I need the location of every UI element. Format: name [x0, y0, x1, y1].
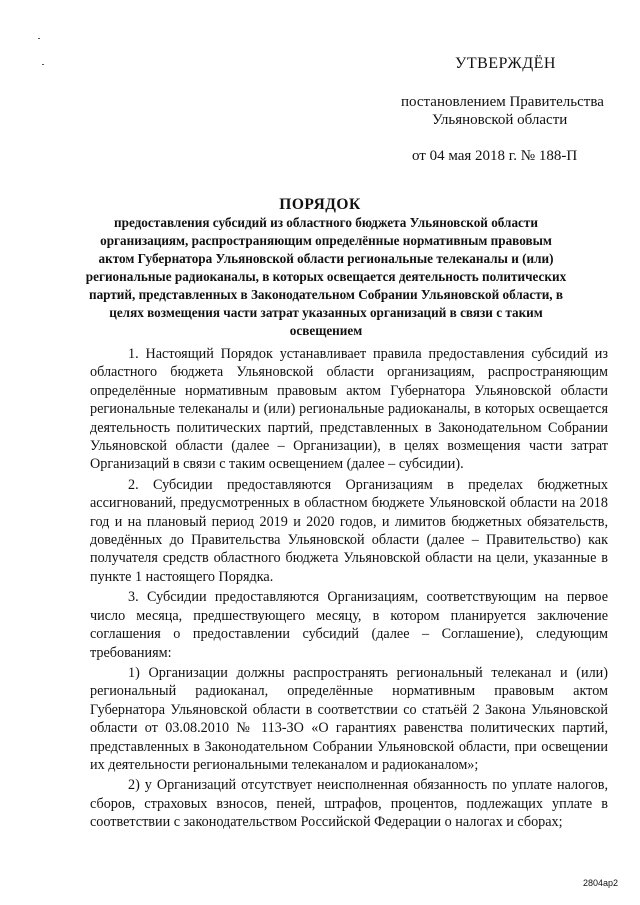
approval-stamp: УТВЕРЖДЁН: [455, 55, 556, 72]
scan-mark: [42, 64, 44, 65]
paragraph-2: 2. Субсидии предоставляются Организациям в пределах бюджетных ассигнований, предусмотренных в областном бюджете Ульяновской области на 2018 год и на плановый период 2019 и 2020 годов, и лимитов бюджетных обязательств, доведённых до Правительства Ульяновской области (далее – Правительство) как получателя средств областного бюджета Ульяновской области на цели, указанные в пункте 1 настоящего Порядка.: [90, 476, 608, 585]
paragraph-3: 3. Субсидии предоставляются Организациям, соответствующим на первое число месяца, предшествующего месяцу, в котором планируется заключение соглашения о предоставлении субсидий (далее – Соглашение), следующим требованиям:: [90, 589, 608, 661]
approval-line-1: постановлением Правительства: [401, 94, 604, 110]
document-body: [90, 345, 608, 834]
document-title: ПОРЯДОК: [279, 196, 361, 213]
subparagraph-2: 2) у Организаций отсутствует неисполненная обязанность по уплате налогов, сборов, страховых взносов, пеней, штрафов, процентов, подлежащих уплате в соответствии с законодательством Российской Федерации о налогах и сборах;: [90, 777, 608, 831]
paragraph-1: 1. Настоящий Порядок устанавливает правила предоставления субсидий из областного бюджета Ульяновской области организациям, распространяющим определённые нормативным правовым актом Губернатора Ульяновской области региональные телеканалы и (или) региональные радиоканалы, в которых освещается деятельность политических партий, представленных в Законодательном Собрании Ульяновской области (далее – Организации), в целях возмещения части затрат Организаций в связи с таким освещением (далее – субсидии).: [90, 346, 608, 473]
approval-date: от 04 мая 2018 г. № 188-П: [412, 148, 578, 164]
page-code: 2804ар2: [582, 878, 618, 888]
approval-line-2: Ульяновской области: [432, 112, 568, 128]
document-subtitle: предоставления субсидий из областного бюджета Ульяновской области организациям, распространяющим определённые нормативным правовым актом Губернатора Ульяновской области региональные телеканалы и (или) региональные радиоканалы, в которых освещается деятельность политических партий, представленных в Законодательном Собрании Ульяновской области, в целях возмещения части затрат указанных организаций в связи с таким освещением: [85, 215, 567, 338]
scan-mark: [38, 38, 40, 39]
subparagraph-1: 1) Организации должны распространять региональный телеканал и (или) региональный радиоканал, определённые нормативным правовым актом Губернатора Ульяновской области в соответствии со статьёй 2 Закона Ульяновской области от 03.08.2010 № 113-ЗО «О гарантиях равенства политических партий, представленных в Законодательном Собрании Ульяновской области, при освещении их деятельности региональными телеканалом и радиоканалом»;: [90, 664, 608, 773]
